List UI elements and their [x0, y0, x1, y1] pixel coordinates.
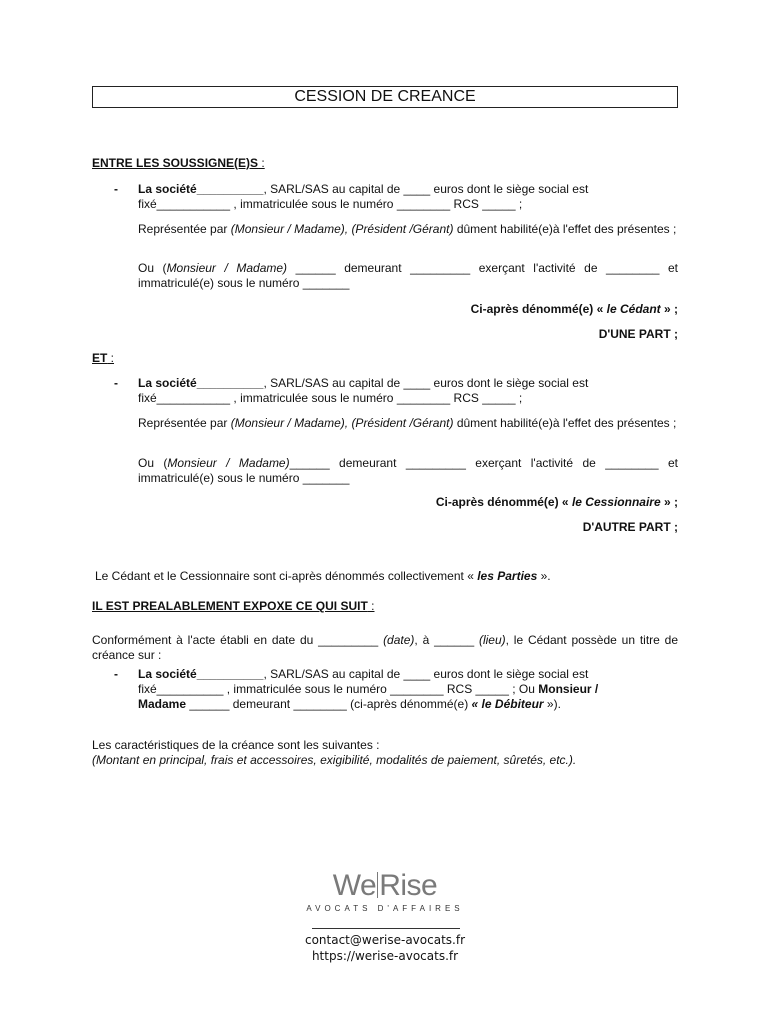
- named-prefix: Ci-après dénommé(e) «: [435, 495, 572, 509]
- ou-suffix: ______ demeurant _________ exerçant l'activité de ________ et immatriculé(e) sous le numéro _______: [138, 456, 679, 485]
- named-cedant: [471, 302, 678, 316]
- werise-logo: [300, 870, 470, 913]
- individual-clause: [138, 456, 678, 486]
- debtor-line2-bold: Monsieur /: [538, 682, 599, 696]
- company-line1: , SARL/SAS au capital de ____ euros dont le siège social est: [263, 376, 589, 390]
- conf-prefix: Conformément à l'acte établi en date du _________: [92, 633, 384, 647]
- party-cedant: [92, 182, 678, 342]
- individual-clause: [138, 261, 678, 291]
- expose-heading: [92, 599, 374, 613]
- debtor-line3-suffix: »).: [543, 697, 561, 711]
- company-line2: fixé___________ , immatriculée sous le numéro ________ RCS _____ ;: [138, 391, 523, 405]
- rep-suffix: dûment habilité(e)à l'effet des présentes ;: [453, 416, 677, 430]
- rep-italic: (Monsieur / Madame), (Président /Gérant): [230, 416, 454, 430]
- representation-clause: [138, 416, 678, 431]
- debtor-text: [138, 667, 678, 712]
- ou-prefix: Ou (: [138, 456, 168, 470]
- footer-divider: [312, 928, 460, 929]
- expose-colon: :: [367, 599, 375, 613]
- conf-date: (date): [383, 633, 415, 647]
- entre-colon: :: [258, 156, 265, 170]
- named-italic: le Cessionnaire: [571, 495, 661, 509]
- debtor-clause: [92, 667, 678, 717]
- debtor-line3-mid: ______ demeurant ________ (ci-après dénommé(e): [186, 697, 472, 711]
- parties-sentence: [95, 569, 551, 583]
- caract-line2: (Montant en principal, frais et accessoires, exigibilité, modalités de paiement, sûretés, etc.).: [92, 753, 577, 767]
- named-suffix: » ;: [660, 302, 678, 316]
- company-label: La société__________: [138, 182, 264, 196]
- bullet: -: [114, 667, 118, 681]
- company-line2: fixé___________ , immatriculée sous le numéro ________ RCS _____ ;: [138, 197, 523, 211]
- named-suffix: » ;: [660, 495, 678, 509]
- debtor-line3-bold: Madame: [138, 697, 187, 711]
- expose-heading-text: IL EST PREALABLEMENT EXPOXE CE QUI SUIT: [92, 599, 368, 613]
- company-clause: [138, 182, 678, 212]
- parties-suffix: ».: [537, 569, 551, 583]
- bullet: -: [114, 182, 118, 196]
- rep-prefix: Représentée par: [138, 416, 231, 430]
- et-heading: [92, 351, 114, 365]
- debtor-line1: , SARL/SAS au capital de ____ euros dont le siège social est: [263, 667, 589, 681]
- rep-italic: (Monsieur / Madame), (Président /Gérant): [230, 222, 454, 236]
- company-label: La société__________: [138, 376, 264, 390]
- rep-suffix: dûment habilité(e)à l'effet des présentes ;: [453, 222, 677, 236]
- entre-heading: [92, 156, 265, 170]
- logo-left: We: [332, 869, 377, 902]
- logo-subtitle: AVOCATS D'AFFAIRES: [306, 904, 464, 913]
- document-title: CESSION DE CREANCE: [92, 86, 678, 108]
- ou-suffix: ______ demeurant _________ exerçant l'activité de ________ et immatriculé(e) sous le numéro _______: [138, 261, 678, 290]
- debtor-named: « le Débiteur: [471, 697, 544, 711]
- company-line1: , SARL/SAS au capital de ____ euros dont le siège social est: [263, 182, 589, 196]
- caract-line1: Les caractéristiques de la créance sont les suivantes :: [92, 738, 380, 752]
- caracteristiques: [92, 738, 576, 768]
- et-colon: :: [107, 351, 115, 365]
- company-clause: [138, 376, 678, 406]
- conf-suffix: , le Cédant possède un titre de créance sur :: [92, 633, 678, 662]
- conformement-paragraph: [92, 633, 678, 663]
- named-cessionnaire: [436, 495, 678, 509]
- ou-italic: Monsieur / Madame): [166, 261, 288, 275]
- ou-italic: Monsieur / Madame): [167, 456, 290, 470]
- conf-lieu: (lieu): [478, 633, 506, 647]
- named-prefix: Ci-après dénommé(e) «: [470, 302, 607, 316]
- part-label: D'UNE PART ;: [598, 327, 678, 341]
- et-heading-text: ET: [92, 351, 108, 365]
- rep-prefix: Représentée par: [138, 222, 231, 236]
- representation-clause: [138, 222, 678, 237]
- logo-right: Rise: [379, 869, 438, 902]
- ou-prefix: Ou (: [138, 261, 167, 275]
- conf-mid: , à ______: [414, 633, 479, 647]
- named-italic: le Cédant: [606, 302, 661, 316]
- debtor-line2: fixé__________ , immatriculée sous le numéro ________ RCS _____ ; Ou: [138, 682, 539, 696]
- logo-wordmark: [300, 870, 470, 902]
- parties-italic: les Parties: [477, 569, 538, 583]
- footer-website[interactable]: https://werise-avocats.fr: [311, 949, 459, 963]
- part-label: D'AUTRE PART ;: [582, 520, 678, 534]
- party-cessionnaire: [92, 376, 678, 536]
- entre-heading-text: ENTRE LES SOUSSIGNE(E)S: [92, 156, 259, 170]
- parties-prefix: Le Cédant et le Cessionnaire sont ci-après dénommés collectivement «: [95, 569, 478, 583]
- company-label: La société__________: [138, 667, 264, 681]
- bullet: -: [114, 376, 118, 390]
- footer-email[interactable]: contact@werise-avocats.fr: [304, 933, 465, 947]
